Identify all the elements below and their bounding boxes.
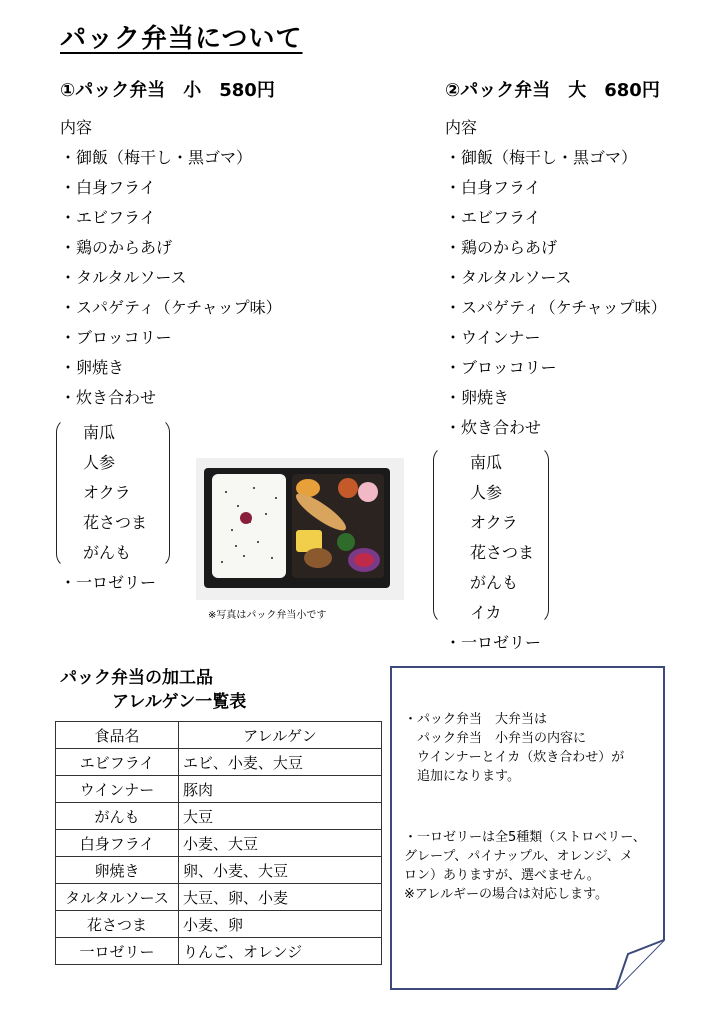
note-card — [390, 666, 666, 990]
large-takiawase-item: がんも — [470, 573, 519, 592]
large-item: ・ブロッコリー — [445, 358, 557, 377]
small-item: ・ブロッコリー — [60, 328, 172, 347]
food-name-cell: タルタルソース — [56, 884, 179, 911]
column-header: 食品名 — [56, 722, 179, 749]
small-item: ・卵焼き — [60, 358, 125, 377]
table-row — [56, 884, 382, 911]
table-row — [56, 911, 382, 938]
allergen-cell: 大豆、卵、小麦 — [179, 884, 382, 911]
table-row — [56, 938, 382, 965]
small-bento-heading: ①パック弁当 小 580円 — [60, 80, 275, 101]
table-row — [56, 857, 382, 884]
large-item: ・御飯（梅干し・黒ゴマ） — [445, 148, 638, 167]
large-item: ・スパゲティ（ケチャップ味） — [445, 298, 667, 317]
allergen-cell: 大豆 — [179, 803, 382, 830]
small-takiawase-item: オクラ — [83, 483, 131, 502]
small-takiawase-item: がんも — [83, 543, 132, 562]
large-bento-heading: ②パック弁当 大 680円 — [445, 80, 660, 101]
small-item: ・エビフライ — [60, 208, 156, 227]
small-item: ・タルタルソース — [60, 268, 187, 287]
food-name-cell: 白身フライ — [56, 830, 179, 857]
food-name-cell: 花さつま — [56, 911, 179, 938]
allergen-cell: エビ、小麦、大豆 — [179, 749, 382, 776]
small-item: ・御飯（梅干し・黒ゴマ） — [60, 148, 253, 167]
large-item: ・エビフライ — [445, 208, 541, 227]
small-takiawase-item: 南瓜 — [83, 423, 116, 442]
table-row — [56, 749, 382, 776]
small-item: ・炊き合わせ — [60, 388, 157, 407]
allergen-cell: 卵、小麦、大豆 — [179, 857, 382, 884]
small-item: ・鶏のからあげ — [60, 238, 173, 257]
large-takiawase-item: イカ — [470, 603, 502, 622]
large-contents-label: 内容 — [445, 118, 478, 137]
large-takiawase-item: 人参 — [470, 483, 503, 502]
food-name-cell: 一ロゼリー — [56, 938, 179, 965]
large-item: ・炊き合わせ — [445, 418, 542, 437]
table-row — [56, 803, 382, 830]
allergen-cell: 小麦、大豆 — [179, 830, 382, 857]
large-takiawase-item: オクラ — [470, 513, 518, 532]
small-takiawase-item: 花さつま — [83, 513, 148, 532]
large-item: ・白身フライ — [445, 178, 541, 197]
bento-photo — [196, 458, 404, 600]
large-takiawase-item: 花さつま — [470, 543, 535, 562]
small-takiawase-list — [83, 418, 147, 568]
small-bento-contents — [60, 113, 282, 413]
large-item: ・ウインナー — [445, 328, 541, 347]
food-name-cell: がんも — [56, 803, 179, 830]
food-name-cell: ウインナー — [56, 776, 179, 803]
large-bento-contents — [445, 113, 667, 443]
column-header: アレルゲン — [179, 722, 382, 749]
small-item: ・白身フライ — [60, 178, 156, 197]
large-item: ・鶏のからあげ — [445, 238, 558, 257]
large-takiawase-list — [470, 448, 534, 628]
food-name-cell: 卵焼き — [56, 857, 179, 884]
small-contents-label: 内容 — [60, 118, 93, 137]
allergen-cell: 小麦、卵 — [179, 911, 382, 938]
large-item: ・タルタルソース — [445, 268, 572, 287]
large-last-item: ・一ロゼリー — [445, 633, 542, 652]
allergen-cell: 豚肉 — [179, 776, 382, 803]
small-takiawase-item: 人参 — [83, 453, 116, 472]
small-last-item: ・一ロゼリー — [60, 573, 157, 592]
allergy-table — [55, 721, 382, 965]
note-paragraph-1: ・パック弁当 大弁当は パック弁当 小弁当の内容に ウインナーとイカ（炊き合わせ）が 追加になります。 — [404, 712, 625, 784]
allergy-title-line2: アレルゲン一覧表 — [112, 692, 247, 712]
table-row — [56, 776, 382, 803]
large-takiawase-item: 南瓜 — [470, 453, 503, 472]
allergen-cell: りんご、オレンジ — [179, 938, 382, 965]
table-row — [56, 830, 382, 857]
photo-caption: ※写真はパック弁当小です — [208, 610, 327, 621]
page-title: パック弁当について — [60, 24, 303, 54]
table-header-row — [56, 722, 382, 749]
note-paragraph-2: ・一ロゼリーは全5種類（ストロベリー、 グレープ、パイナップル、オレンジ、メ ロン）ありますが、選べません。 ※アレルギーの場合は対応します。 — [404, 830, 646, 902]
large-item: ・卵焼き — [445, 388, 510, 407]
small-item: ・スパゲティ（ケチャップ味） — [60, 298, 282, 317]
food-name-cell: エビフライ — [56, 749, 179, 776]
allergy-title-line1: パック弁当の加工品 — [60, 668, 213, 688]
